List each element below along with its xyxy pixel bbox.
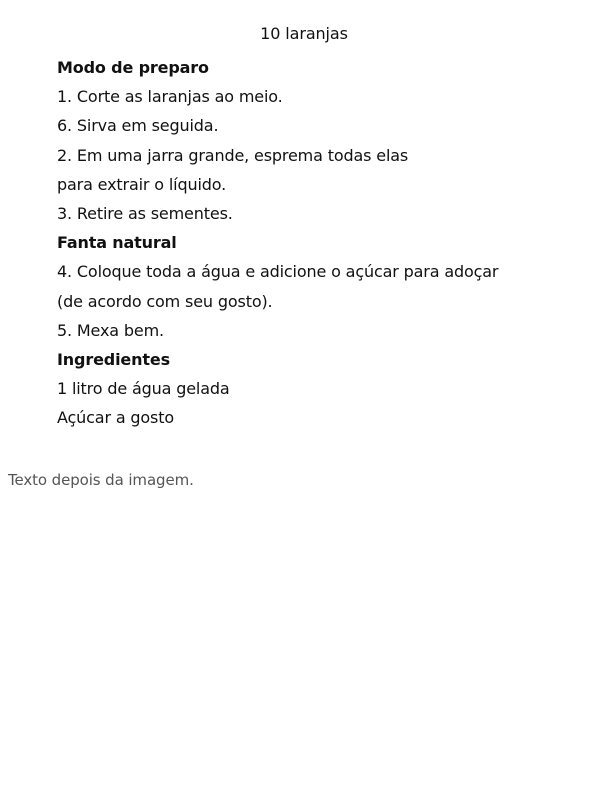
recipe-line: 4. Coloque toda a água e adicione o açúcar para adoçar	[57, 262, 499, 282]
section-heading: Ingredientes	[57, 349, 170, 369]
ingredient-line-oranges: 10 laranjas	[260, 24, 348, 43]
recipe-line: 3. Retire as sementes.	[57, 203, 233, 223]
section-heading: Modo de preparo	[57, 58, 209, 77]
recipe-line: 6. Sirva em seguida.	[57, 116, 219, 136]
recipe-line: para extrair o líquido.	[57, 174, 227, 194]
recipe-line: 1. Corte as laranjas ao meio.	[57, 87, 283, 107]
recipe-line: Açúcar a gosto	[57, 408, 175, 428]
recipe-line: (de acordo com seu gosto).	[57, 291, 273, 311]
section-heading: Fanta natural	[57, 233, 177, 253]
recipe-text-block	[57, 53, 577, 432]
recipe-line: 2. Em uma jarra grande, esprema todas elas	[57, 145, 409, 165]
after-image-text: Texto depois da imagem.	[8, 471, 194, 489]
recipe-line: 5. Mexa bem.	[57, 320, 164, 340]
recipe-line: 1 litro de água gelada	[57, 379, 230, 399]
